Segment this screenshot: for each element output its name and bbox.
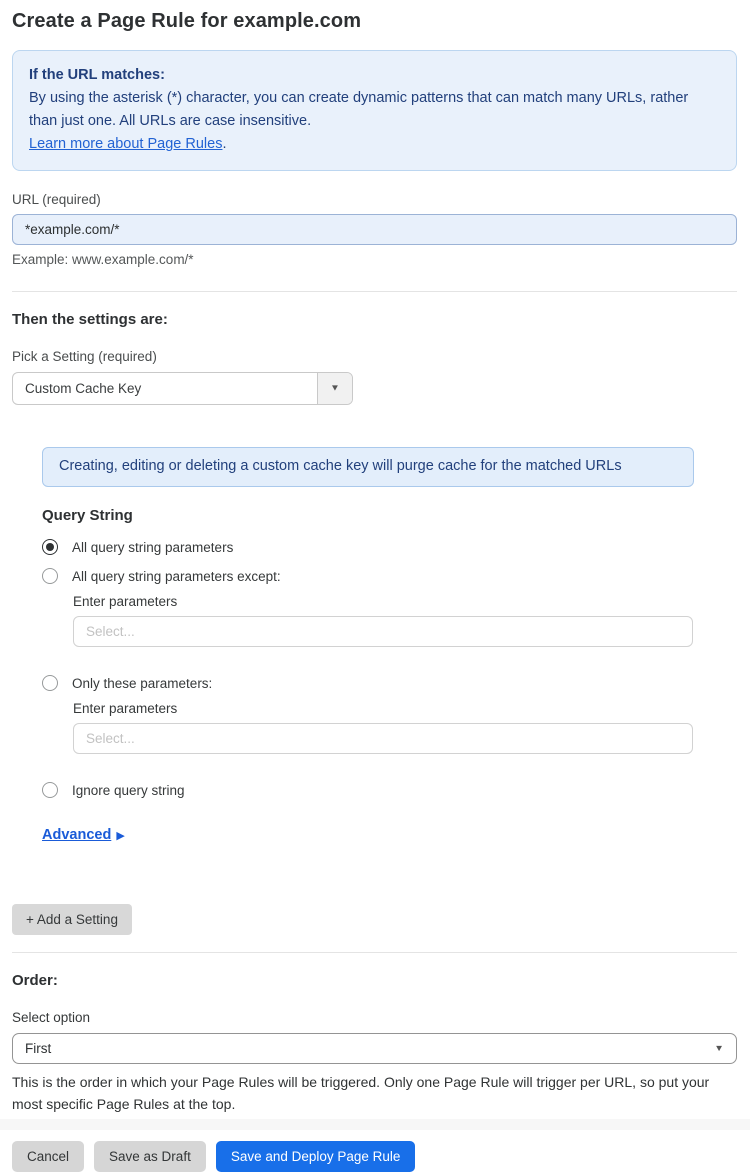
radio-selected-icon xyxy=(42,539,58,555)
pick-setting-label: Pick a Setting (required) xyxy=(12,349,157,364)
url-input[interactable] xyxy=(12,214,737,245)
setting-dropdown-value: Custom Cache Key xyxy=(25,381,142,396)
cancel-button[interactable]: Cancel xyxy=(12,1141,84,1172)
radio-unselected-icon xyxy=(42,568,58,584)
query-string-heading: Query String xyxy=(42,507,133,524)
radio-unselected-icon xyxy=(42,782,58,798)
chevron-down-icon: ▼ xyxy=(330,383,340,394)
radio-label: Only these parameters: xyxy=(72,675,213,691)
url-match-info-box xyxy=(12,50,737,171)
advanced-link-label: Advanced xyxy=(42,827,112,843)
info-box-link-line xyxy=(29,133,720,156)
enter-parameters-label: Enter parameters xyxy=(73,594,178,609)
radio-label: Ignore query string xyxy=(72,782,185,798)
radio-all-params-except[interactable] xyxy=(42,568,737,584)
radio-label: All query string parameters except: xyxy=(72,568,281,584)
save-as-draft-button[interactable]: Save as Draft xyxy=(94,1141,206,1172)
radio-label: All query string parameters xyxy=(72,539,234,555)
settings-heading: Then the settings are: xyxy=(12,311,168,328)
radio-unselected-icon xyxy=(42,675,58,691)
chevron-right-icon: ▶ xyxy=(116,829,125,842)
setting-dropdown[interactable] xyxy=(12,372,353,405)
radio-only-these-params[interactable] xyxy=(42,675,737,691)
advanced-link-row xyxy=(12,798,737,844)
info-box-heading: If the URL matches: xyxy=(29,67,165,83)
order-dropdown[interactable] xyxy=(12,1033,737,1064)
link-suffix: . xyxy=(222,136,227,152)
learn-more-link[interactable]: Learn more about Page Rules xyxy=(29,136,223,152)
radio-ignore-query-string[interactable] xyxy=(42,782,737,798)
setting-dropdown-arrow-box[interactable] xyxy=(317,373,352,404)
chevron-down-icon: ▼ xyxy=(714,1043,724,1054)
order-divider xyxy=(12,952,737,953)
order-help-text: This is the order in which your Page Rules will be triggered. Only one Page Rule will trigger per URL, so put your most specific Page Rules at the top. xyxy=(12,1074,710,1112)
save-and-deploy-button[interactable]: Save and Deploy Page Rule xyxy=(216,1141,416,1172)
order-select-label: Select option xyxy=(12,1010,91,1025)
enter-parameters-label: Enter parameters xyxy=(73,701,178,716)
only-parameters-input[interactable] xyxy=(73,723,693,754)
info-box-body: By using the asterisk (*) character, you can create dynamic patterns that can match many URLs, rather than just one. All URLs are case insensitive. xyxy=(29,90,689,129)
footer-buttons xyxy=(12,1141,737,1172)
section-divider xyxy=(12,291,737,292)
add-setting-button[interactable]: + Add a Setting xyxy=(12,904,132,935)
page-bottom-strip xyxy=(0,1119,750,1130)
url-field-label: URL (required) xyxy=(12,192,101,207)
url-example-text: Example: www.example.com/* xyxy=(12,252,194,267)
page-title: Create a Page Rule for example.com xyxy=(12,10,362,32)
advanced-link[interactable] xyxy=(42,827,125,843)
except-parameters-input[interactable] xyxy=(73,616,693,647)
order-dropdown-value: First xyxy=(25,1041,52,1056)
cache-key-notice: Creating, editing or deleting a custom cache key will purge cache for the matched URLs xyxy=(42,447,694,487)
order-heading: Order: xyxy=(12,972,58,989)
radio-all-query-params[interactable] xyxy=(42,539,737,555)
